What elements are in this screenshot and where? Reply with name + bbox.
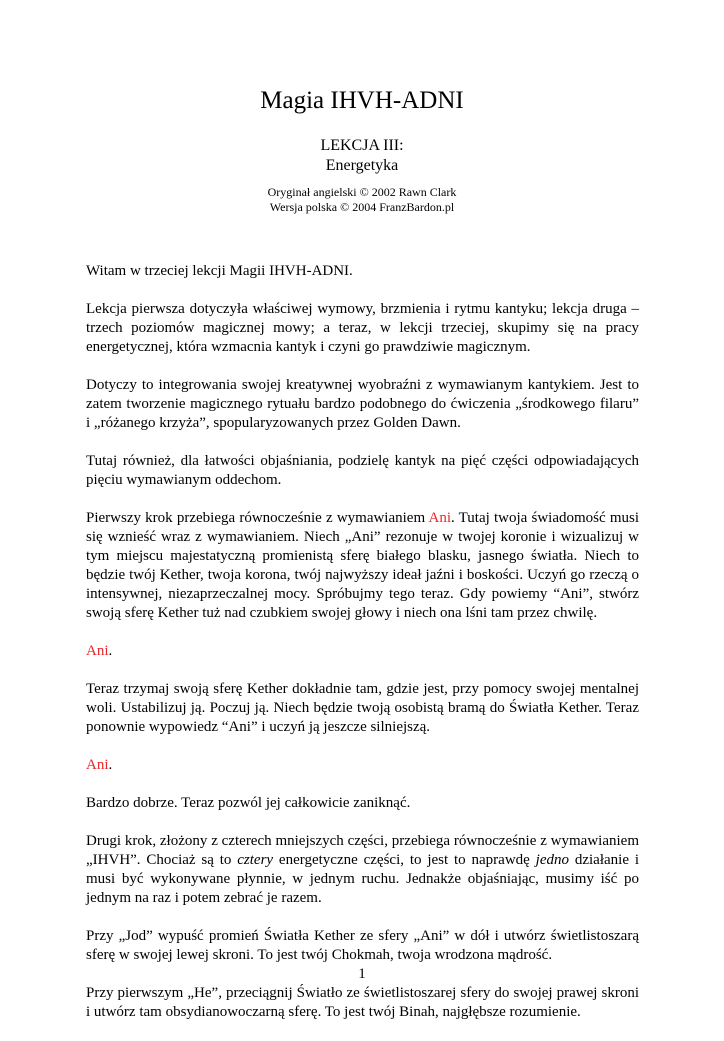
paragraph-integration: Dotyczy to integrowania swojej kreatywnej wyobraźni z wymawianym kantykiem. Jest to zatem tworzenie magicznego rytuału bardzo podobnego do ćwiczenia „środkowego filaru” i „różanego krzyża”, spopularyzowanych przez Golden Dawn. xyxy=(86,377,639,431)
lesson-heading: LEKCJA III: xyxy=(320,137,404,154)
document-title: Magia IHVH-ADNI xyxy=(260,87,464,114)
highlight-ani: Ani xyxy=(86,757,109,773)
text-run: . Tutaj twoja świadomość musi się wznieść wraz z wymawianiem. Niech „Ani” rezonuje w twojej koronie i wizualizuj w tym miejscu majestatyczną promienistą sferę białego blasku, jasnego światła. Niech to będzie twój Kether, twoja korona, twój najwyższy ideał jaźni i boskości. Uczyń go rzeczą o intensywnej, niezaprzeczalnej mocy. Spróbujmy tego teraz. Gdy powiemy “Ani”, stwórz swoją sferę Kether tuż nad czubkiem swojej głowy i niech ona lśni tam przez chwilę. xyxy=(86,510,639,621)
paragraph-division: Tutaj również, dla łatwości objaśniania, podzielę kantyk na pięć części odpowiadających pięciu wymawianym oddechom. xyxy=(86,453,639,488)
credit-polish: Wersja polska © 2004 FranzBardon.pl xyxy=(269,200,455,214)
page-number: 1 xyxy=(358,966,366,982)
paragraph-fade: Bardzo dobrze. Teraz pozwól jej całkowicie zaniknąć. xyxy=(86,795,411,811)
text-run: działanie i musi być wykonywane płynnie, w jednym ruchu. Jednakże objaśniając, musimy iść po jednym na raz i potem zebrać je razem. xyxy=(86,852,639,906)
paragraph-he: Przy pierwszym „He”, przeciągnij Światło ze świetlistoszarej sfery do swojej prawej skroni i utwórz tam obsydianowoczarną sferę. To jest twój Binah, najgłębsze rozumienie. xyxy=(86,985,639,1020)
highlight-ani: Ani xyxy=(428,510,451,526)
text-run: . xyxy=(108,643,113,659)
paragraph-overview: Lekcja pierwsza dotyczyła właściwej wymowy, brzmienia i rytmu kantyku; lekcja druga – trzech poziomów magicznej mowy; a teraz, w lekcji trzeciej, skupimy się na pracy energetycznej, która wzmacnia kantyk i czyni go prawdziwie magicznym. xyxy=(86,301,639,355)
emphasis: cztery xyxy=(237,852,274,868)
text-run: Pierwszy krok przebiega równocześnie z wymawianiem xyxy=(86,510,429,526)
emphasis: jedno xyxy=(535,852,569,868)
paragraph-greeting: Witam w trzeciej lekcji Magii IHVH-ADNI. xyxy=(86,263,353,279)
text-run: energetyczne części, to jest to naprawdę xyxy=(273,852,536,868)
chant-ani-1 xyxy=(86,642,639,661)
text-run: Drugi krok, złożony z czterech mniejszych części, przebiega równocześnie z wymawianiem „IHVH”. Chociaż są to xyxy=(86,833,639,868)
body-text xyxy=(86,262,639,1041)
lesson-subject: Energetyka xyxy=(325,157,399,174)
paragraph-first-step xyxy=(86,509,639,623)
text-run: . xyxy=(108,757,113,773)
paragraph-jod: Przy „Jod” wypuść promień Światła Kether ze sfery „Ani” w dół i utwórz świetlistoszarą sferę w swojej lewej skroni. To jest twój Chokmah, twoja wrodzona mądrość. xyxy=(86,928,639,963)
chant-ani-2 xyxy=(86,756,639,775)
highlight-ani: Ani xyxy=(86,643,109,659)
paragraph-second-step xyxy=(86,832,639,908)
paragraph-hold-kether: Teraz trzymaj swoją sferę Kether dokładnie tam, gdzie jest, przy pomocy swojej mentalnej woli. Ustabilizuj ją. Poczuj ją. Niech będzie twoją osobistą bramą do Światła Kether. Teraz ponownie wypowiedz “Ani” i uczyń ją jeszcze silniejszą. xyxy=(86,681,639,735)
credit-original: Oryginał angielski © 2002 Rawn Clark xyxy=(267,185,457,199)
